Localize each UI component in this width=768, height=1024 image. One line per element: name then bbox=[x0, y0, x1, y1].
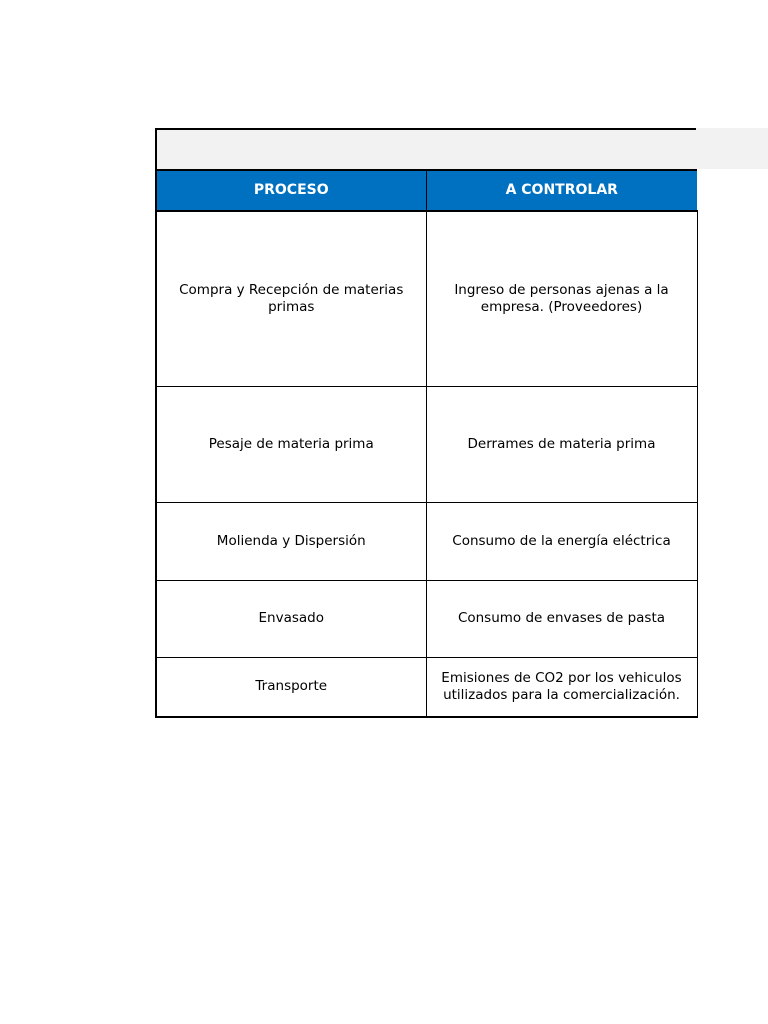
table-row bbox=[156, 386, 697, 502]
cell-a-controlar: Consumo de envases de pasta bbox=[426, 580, 697, 657]
cell-proceso: Pesaje de materia prima bbox=[156, 386, 426, 502]
table-row bbox=[156, 657, 697, 717]
cell-a-controlar: Derrames de materia prima bbox=[426, 386, 697, 502]
cell-proceso: Molienda y Dispersión bbox=[156, 502, 426, 580]
cell-proceso: Envasado bbox=[156, 580, 426, 657]
cell-a-controlar: Ingreso de personas ajenas a la empresa. (Proveedores) bbox=[426, 211, 697, 386]
header-proceso: PROCESO bbox=[156, 170, 426, 211]
table-title-band bbox=[155, 128, 768, 169]
cell-a-controlar: Consumo de la energía eléctrica bbox=[426, 502, 697, 580]
cell-a-controlar: Emisiones de CO2 por los vehiculos utilizados para la comercialización. bbox=[426, 657, 697, 717]
table-row bbox=[156, 502, 697, 580]
table-row bbox=[156, 580, 697, 657]
header-a-controlar: A CONTROLAR bbox=[426, 170, 697, 211]
table-header-row bbox=[156, 170, 697, 211]
cell-proceso: Compra y Recepción de materias primas bbox=[156, 211, 426, 386]
process-control-table bbox=[155, 169, 698, 718]
table-row bbox=[156, 211, 697, 386]
cell-proceso: Transporte bbox=[156, 657, 426, 717]
title-band-extension bbox=[696, 128, 768, 130]
